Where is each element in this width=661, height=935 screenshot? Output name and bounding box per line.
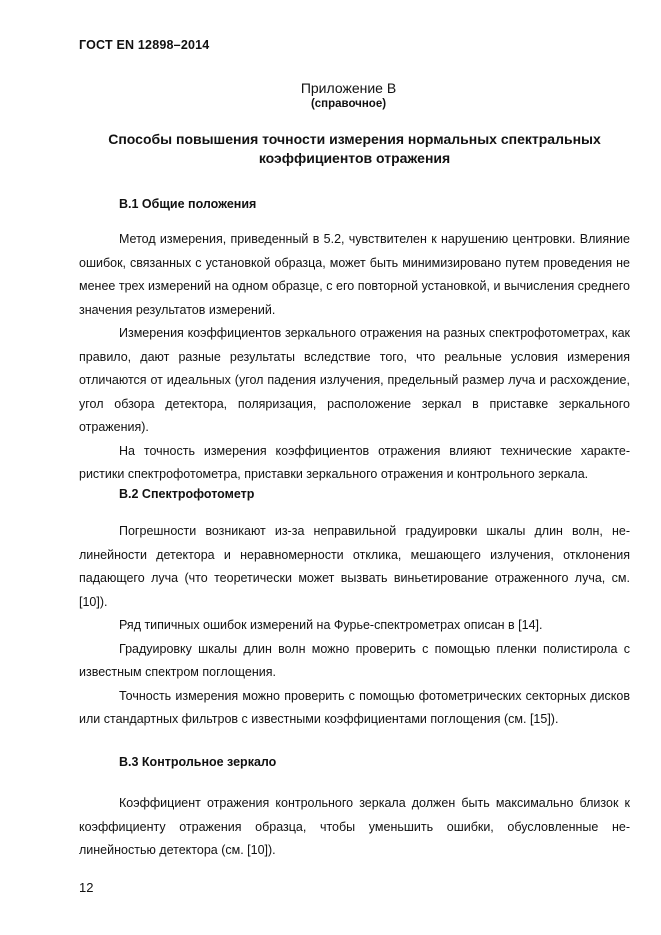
paragraph: Точность измерения можно проверить с помощью фотометрических секторных дисков или стандартных фильтров с известными коэффициентами поглощения (см. [15]). <box>79 688 630 726</box>
section-b2 <box>79 484 630 732</box>
main-title <box>79 130 630 168</box>
section-b3 <box>79 752 630 863</box>
paragraph: На точность измерения коэффициентов отражения влияют технические характеристики спектрофотометра, приставки зеркального отражения и контрольного зеркала. <box>79 443 630 481</box>
section-heading: В.1 Общие положения <box>119 197 257 211</box>
paragraph: Градуировку шкалы длин волн можно проверить с помощью пленки полистирола с известным спектром поглощения. <box>79 641 630 679</box>
section-heading: В.3 Контрольное зеркало <box>119 755 277 769</box>
paragraph: Погрешности возникают из-за неправильной градуировки шкалы длин волн, нелинейности детектора и неравномерности отклика, мешающего излучения, отклонения падающего луча (что теоретически может вызвать виньетирование отраженного луча, см. [10]). <box>79 524 630 609</box>
paragraph: Ряд типичных ошибок измерений на Фурье-спектрометрах описан в [14]. <box>119 618 543 632</box>
main-title-line-1: Способы повышения точности измерения нормальных спектральных <box>108 131 601 147</box>
page-number: 12 <box>79 880 94 895</box>
section-b1 <box>79 194 630 487</box>
paragraph: Метод измерения, приведенный в 5.2, чувствителен к нарушению центровки. Влияние ошибок, связанных с установкой образца, может быть минимизировано путем проведения не менее трех измерений на одном образце, с его повторной установкой, и вычисления среднего значения результатов измерений. <box>79 232 630 317</box>
main-title-line-2: коэффициентов отражения <box>258 150 451 166</box>
document-code: ГОСТ EN 12898–2014 <box>79 38 210 52</box>
appendix-title: Приложение В <box>300 80 397 96</box>
paragraph: Коэффициент отражения контрольного зеркала должен быть максимально близок к коэффициенту отражения образца, чтобы уменьшить ошибки, обусловленные нелинейностью детектора (см. [10]). <box>79 796 630 857</box>
appendix-subtitle: (справочное) <box>310 98 387 110</box>
section-heading: В.2 Спектрофотометр <box>119 487 255 501</box>
paragraph: Измерения коэффициентов зеркального отражения на разных спектрофотометрах, как правило, дают разные результаты вследствие того, что реальные условия измерения отличаются от идеальных (угол падения излучения, предельный размер луча и расхождение, угол обзора детектора, поляризация, расположение зеркал в приставке зеркального отражения). <box>79 326 630 434</box>
